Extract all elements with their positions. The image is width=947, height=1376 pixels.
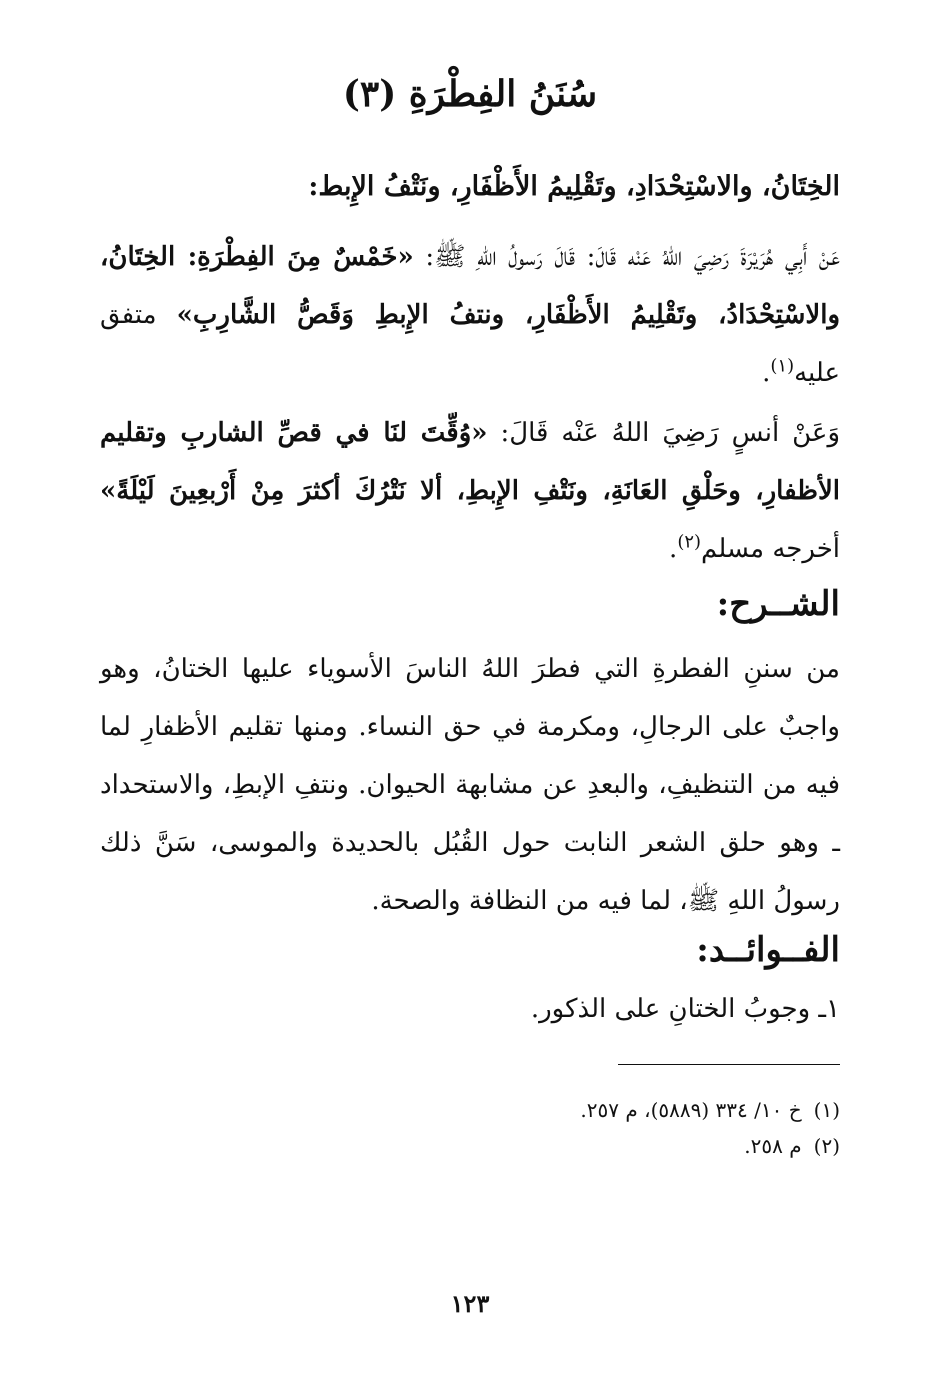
hadith-text: «خَمْسٌ مِنَ الفِطْرَةِ: الخِتَانُ، والاسْتِحْدَادُ، وتَقْلِيمُ الأَظْفَارِ، ونتفُ الإِبطِ وَقَصُّ الشَّارِبِ» — [100, 242, 840, 330]
hadith-anas — [100, 404, 840, 578]
footnote-number: (١) — [813, 1098, 840, 1122]
footnote-text: م ٢٥٨. — [744, 1134, 802, 1158]
sharh-heading: الشــرح: — [716, 584, 840, 624]
footnote-number: (٢) — [813, 1134, 840, 1158]
sharh-body: من سننِ الفطرةِ التي فطرَ اللهُ الناسَ الأسوياء عليها الختانُ، وهو واجبٌ على الرجالِ، ومكرمة في حق النساء. ومنها تقليم الأظفارِ لما فيه من التنظيفِ، والبعدِ عن مشابهة الحيوان. ونتفِ الإبطِ، والاستحداد ـ وهو حلق الشعر النابت حول القُبُل بالحديدة والموسى، سَنَّ ذلك رسولُ اللهِ ﷺ، لما فيه من النظافة والصحة. — [100, 654, 840, 916]
footnote-item — [100, 1092, 840, 1128]
section-subheading: الخِتَانُ، والاسْتِحْدَادِ، وتَقْلِيمُ الأَظْفَارِ، ونَتْفُ الإِبط: — [308, 171, 840, 202]
footnotes-list — [100, 1092, 840, 1164]
hadith-intro: وَعَنْ أنسٍ رَضِيَ اللهُ عَنْه قَالَ: — [500, 418, 841, 448]
hadith-text: «وُقِّتَ لنَا في قصِّ الشاربِ وتقليم الأظفارِ، وحَلْقِ العَانَةِ، ونَتْفِ الإِبطِ، ألا نَتْرُكَ أكثرَ مِنْ أَرْبعِينَ لَيْلَةً» — [100, 418, 840, 506]
hadith-source: أخرجه مسلم — [701, 534, 840, 564]
page-title: سُنَنُ الفِطْرَةِ (٣) — [342, 73, 598, 115]
hadith-end: . — [762, 358, 771, 388]
fawaid-heading: الفــوائــد: — [696, 930, 840, 970]
hadith-intro: عَنْ أَبِي هُرَيْرَةَ رَضِيَ اللهُ عَنْه قَالَ: قَالَ رَسولُ اللهِ ﷺ: — [425, 242, 841, 272]
footnote-text: خ ١٠/ ٣٣٤ (٥٨٨٩)، م ٢٥٧. — [580, 1098, 802, 1122]
hadith-source: متفق عليه — [100, 300, 840, 388]
book-page — [100, 0, 840, 1376]
footnote-ref: (١) — [770, 355, 795, 377]
page-number: ١٢٣ — [450, 1289, 490, 1318]
hadith-abu-hurayra — [100, 228, 840, 402]
footnote-ref: (٢) — [677, 531, 702, 553]
benefit-item: ١ـ وجوبُ الختانِ على الذكور. — [530, 994, 840, 1024]
footnote-divider — [618, 1064, 840, 1065]
footnote-item — [100, 1128, 840, 1164]
hadith-end: . — [669, 534, 678, 564]
